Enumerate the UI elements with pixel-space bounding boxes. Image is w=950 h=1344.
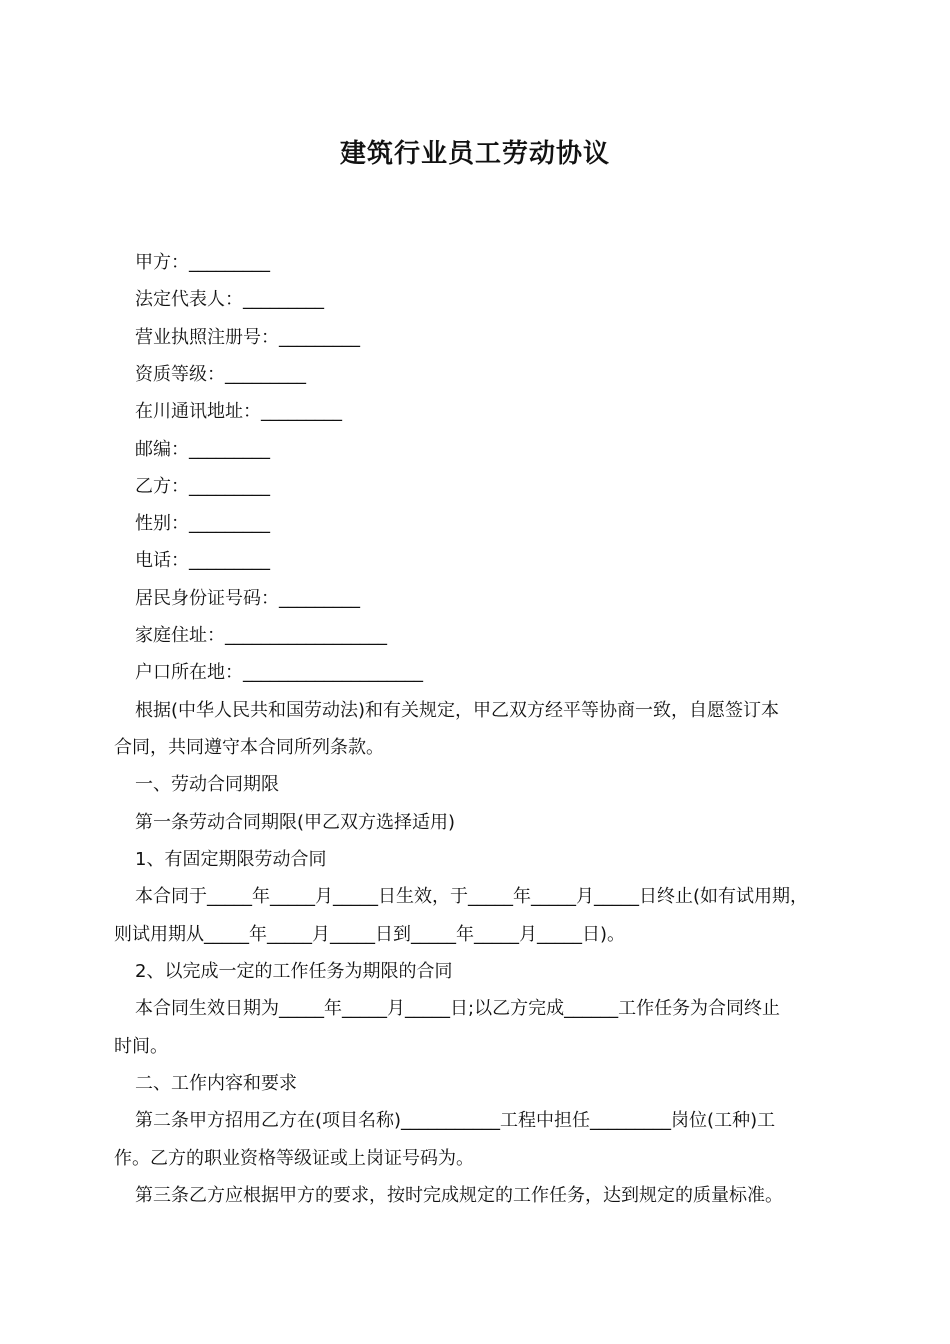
household-registration-line: 户口所在地：____________________ [135, 662, 423, 683]
qualification-level-line: 资质等级：_________ [135, 364, 306, 385]
task-term-heading: 2、以完成一定的工作任务为期限的合同 [135, 961, 453, 982]
party-a-line: 甲方：_________ [135, 252, 270, 273]
fixed-term-heading: 1、有固定期限劳动合同 [135, 849, 327, 870]
business-license-line: 营业执照注册号：_________ [135, 327, 360, 348]
section-heading-work: 二、工作内容和要求 [135, 1073, 297, 1094]
party-b-line: 乙方：_________ [135, 476, 270, 497]
task-term-line-1: 本合同生效日期为_____年_____月_____日;以乙方完成______工作任务为合同终止 [135, 998, 781, 1019]
fixed-term-line-2: 则试用期从_____年_____月_____日到_____年_____月_____日)。 [114, 924, 626, 945]
document-title: 建筑行业员工劳动协议 [339, 139, 610, 169]
task-term-line-2: 时间。 [114, 1036, 168, 1057]
legal-representative-line: 法定代表人：_________ [135, 289, 324, 310]
phone-line: 电话：_________ [135, 550, 270, 571]
section-heading-term: 一、劳动合同期限 [135, 774, 279, 795]
article-1-heading: 第一条劳动合同期限(甲乙双方选择适用) [135, 812, 456, 833]
article-2-line-2: 作。乙方的职业资格等级证或上岗证号码为。 [114, 1148, 474, 1169]
id-number-line: 居民身份证号码：_________ [135, 588, 360, 609]
preamble-line-1: 根据(中华人民共和国劳动法)和有关规定，甲乙双方经平等协商一致，自愿签订本 [135, 700, 780, 721]
article-2-line-1: 第二条甲方招用乙方在(项目名称)___________工程中担任_________岗位(工种)工 [135, 1110, 776, 1131]
home-address-line: 家庭住址：__________________ [135, 625, 387, 646]
sichuan-address-line: 在川通讯地址：_________ [135, 401, 342, 422]
fixed-term-line-1: 本合同于_____年_____月_____日生效，于_____年_____月_____日终止(如有试用期， [135, 886, 809, 907]
postcode-line: 邮编：_________ [135, 439, 270, 460]
article-3-line: 第三条乙方应根据甲方的要求，按时完成规定的工作任务，达到规定的质量标准。 [135, 1185, 783, 1206]
gender-line: 性别：_________ [135, 513, 270, 534]
preamble-line-2: 合同，共同遵守本合同所列条款。 [114, 737, 384, 758]
